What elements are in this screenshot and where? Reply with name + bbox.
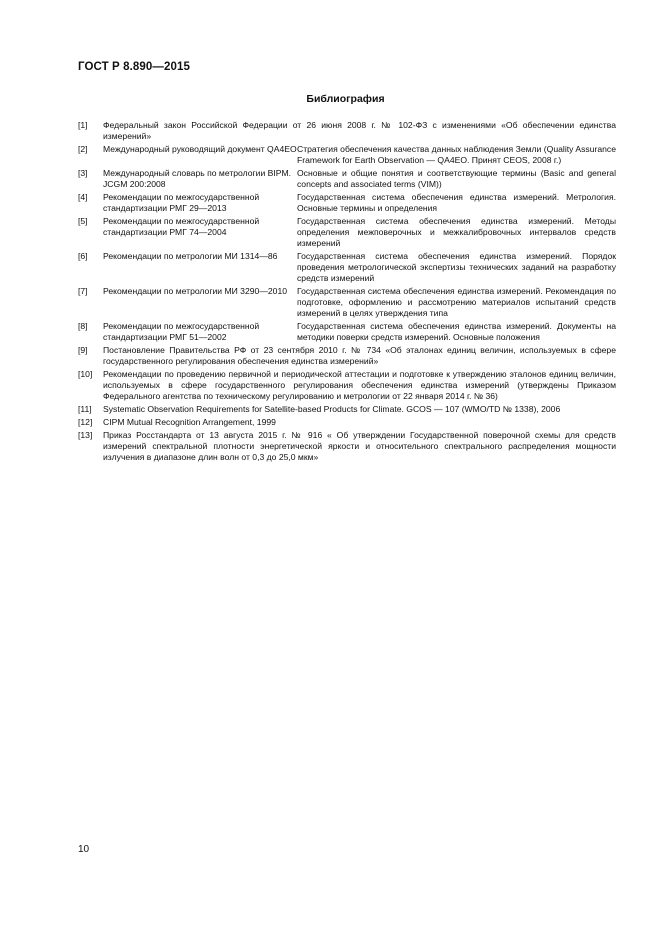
entry-source: Международный руководящий документ QA4EO	[103, 144, 297, 154]
entry-title: Государственная система обеспечения единства измерений. Порядок проведения метрологической экспертизы технических заданий на разработку средств измерений	[297, 251, 616, 283]
bibliography-entry-8	[78, 321, 616, 343]
entry-source: Рекомендации по межгосударственной стандартизации РМГ 51—2002	[103, 321, 260, 342]
bibliography-entry-9	[78, 345, 616, 367]
section-title-text: Библиография	[306, 93, 385, 105]
bibliography-entry-11	[78, 404, 616, 415]
bibliography-entry-1	[78, 120, 616, 142]
document-code-header: ГОСТ Р 8.890—2015	[78, 61, 190, 73]
bibliography-entry-4	[78, 192, 616, 214]
entry-source: Международный словарь по метрологии BIPM. JCGM 200:2008	[103, 168, 292, 189]
entry-number: [3]	[78, 168, 88, 178]
entry-number: [7]	[78, 286, 88, 296]
bibliography-list	[78, 120, 616, 465]
entry-source: Рекомендации по межгосударственной стандартизации РМГ 74—2004	[103, 216, 260, 237]
bibliography-entry-5	[78, 216, 616, 249]
entry-text: CIPM Mutual Recognition Arrangement, 1999	[103, 417, 276, 427]
entry-number: [12]	[78, 417, 93, 427]
entry-number: [4]	[78, 192, 88, 202]
entry-text: Рекомендации по проведению первичной и периодической аттестации и подготовке к утверждению эталонов единиц величин, используемых в сфере государственного регулирования обеспечения единства измерений (утверждены Приказом Федерального агентства по техническому регулированию и метрологии от 22 января 2014 г. № 36)	[103, 369, 616, 401]
entry-number: [9]	[78, 345, 88, 355]
entry-title: Государственная система обеспечения единства измерений. Методы определения межповерочных и межкалибровочных интервалов средств измерений	[297, 216, 616, 248]
bibliography-entry-3	[78, 168, 616, 190]
bibliography-entry-13	[78, 430, 616, 463]
bibliography-entry-7	[78, 286, 616, 319]
entry-title: Государственная система обеспечения единства измерений. Документы на методики поверки средств измерений. Основные положения	[297, 321, 616, 342]
section-title	[0, 93, 661, 105]
entry-title: Основные и общие понятия и соответствующие термины (Basic and general concepts and associated terms (VIM))	[297, 168, 616, 189]
entry-text: Приказ Росстандарта от 13 августа 2015 г. № 916 « Об утверждении Государственной поверочной схемы для средств измерений спектральной плотности энергетической яркости и относительного спектрального распределения мощности излучения в диапазоне длин волн от 0,3 до 25,0 мкм»	[103, 430, 616, 462]
bibliography-entry-2	[78, 144, 616, 166]
entry-number: [13]	[78, 430, 93, 440]
entry-number: [6]	[78, 251, 88, 261]
entry-number: [2]	[78, 144, 88, 154]
entry-number: [11]	[78, 404, 92, 414]
entry-title: Государственная система обеспечения единства измерений. Метрология. Основные термины и определения	[297, 192, 616, 213]
entry-number: [5]	[78, 216, 88, 226]
entry-source: Рекомендации по метрологии МИ 3290—2010	[103, 286, 288, 296]
entry-text: Systematic Observation Requirements for Satellite-based Products for Climate. GCOS — 107 (WMO/TD № 1338), 2006	[103, 404, 561, 414]
entry-number: [10]	[78, 369, 93, 379]
bibliography-entry-12	[78, 417, 616, 428]
entry-text: Федеральный закон Российской Федерации от 26 июня 2008 г. № 102-ФЗ с изменениями «Об обеспечении единства измерений»	[103, 120, 616, 141]
entry-source: Рекомендации по межгосударственной стандартизации РМГ 29—2013	[103, 192, 260, 213]
entry-number: [1]	[78, 120, 88, 130]
bibliography-entry-6	[78, 251, 616, 284]
entry-number: [8]	[78, 321, 88, 331]
bibliography-entry-10	[78, 369, 616, 402]
entry-text: Постановление Правительства РФ от 23 сентября 2010 г. № 734 «Об эталонах единиц величин, используемых в сфере государственного регулирования обеспечения единства измерений»	[103, 345, 616, 366]
entry-source: Рекомендации по метрологии МИ 1314—86	[103, 251, 278, 261]
entry-title: Стратегия обеспечения качества данных наблюдения Земли (Quality Assurance Framework for Earth Observation — QA4EO. Принят CEOS, 2008 г.)	[297, 144, 616, 165]
page-number: 10	[78, 844, 90, 855]
entry-title: Государственная система обеспечения единства измерений. Рекомендация по подготовке, оформлению и рассмотрению материалов испытаний средств измерений в целях утверждения типа	[297, 286, 616, 318]
